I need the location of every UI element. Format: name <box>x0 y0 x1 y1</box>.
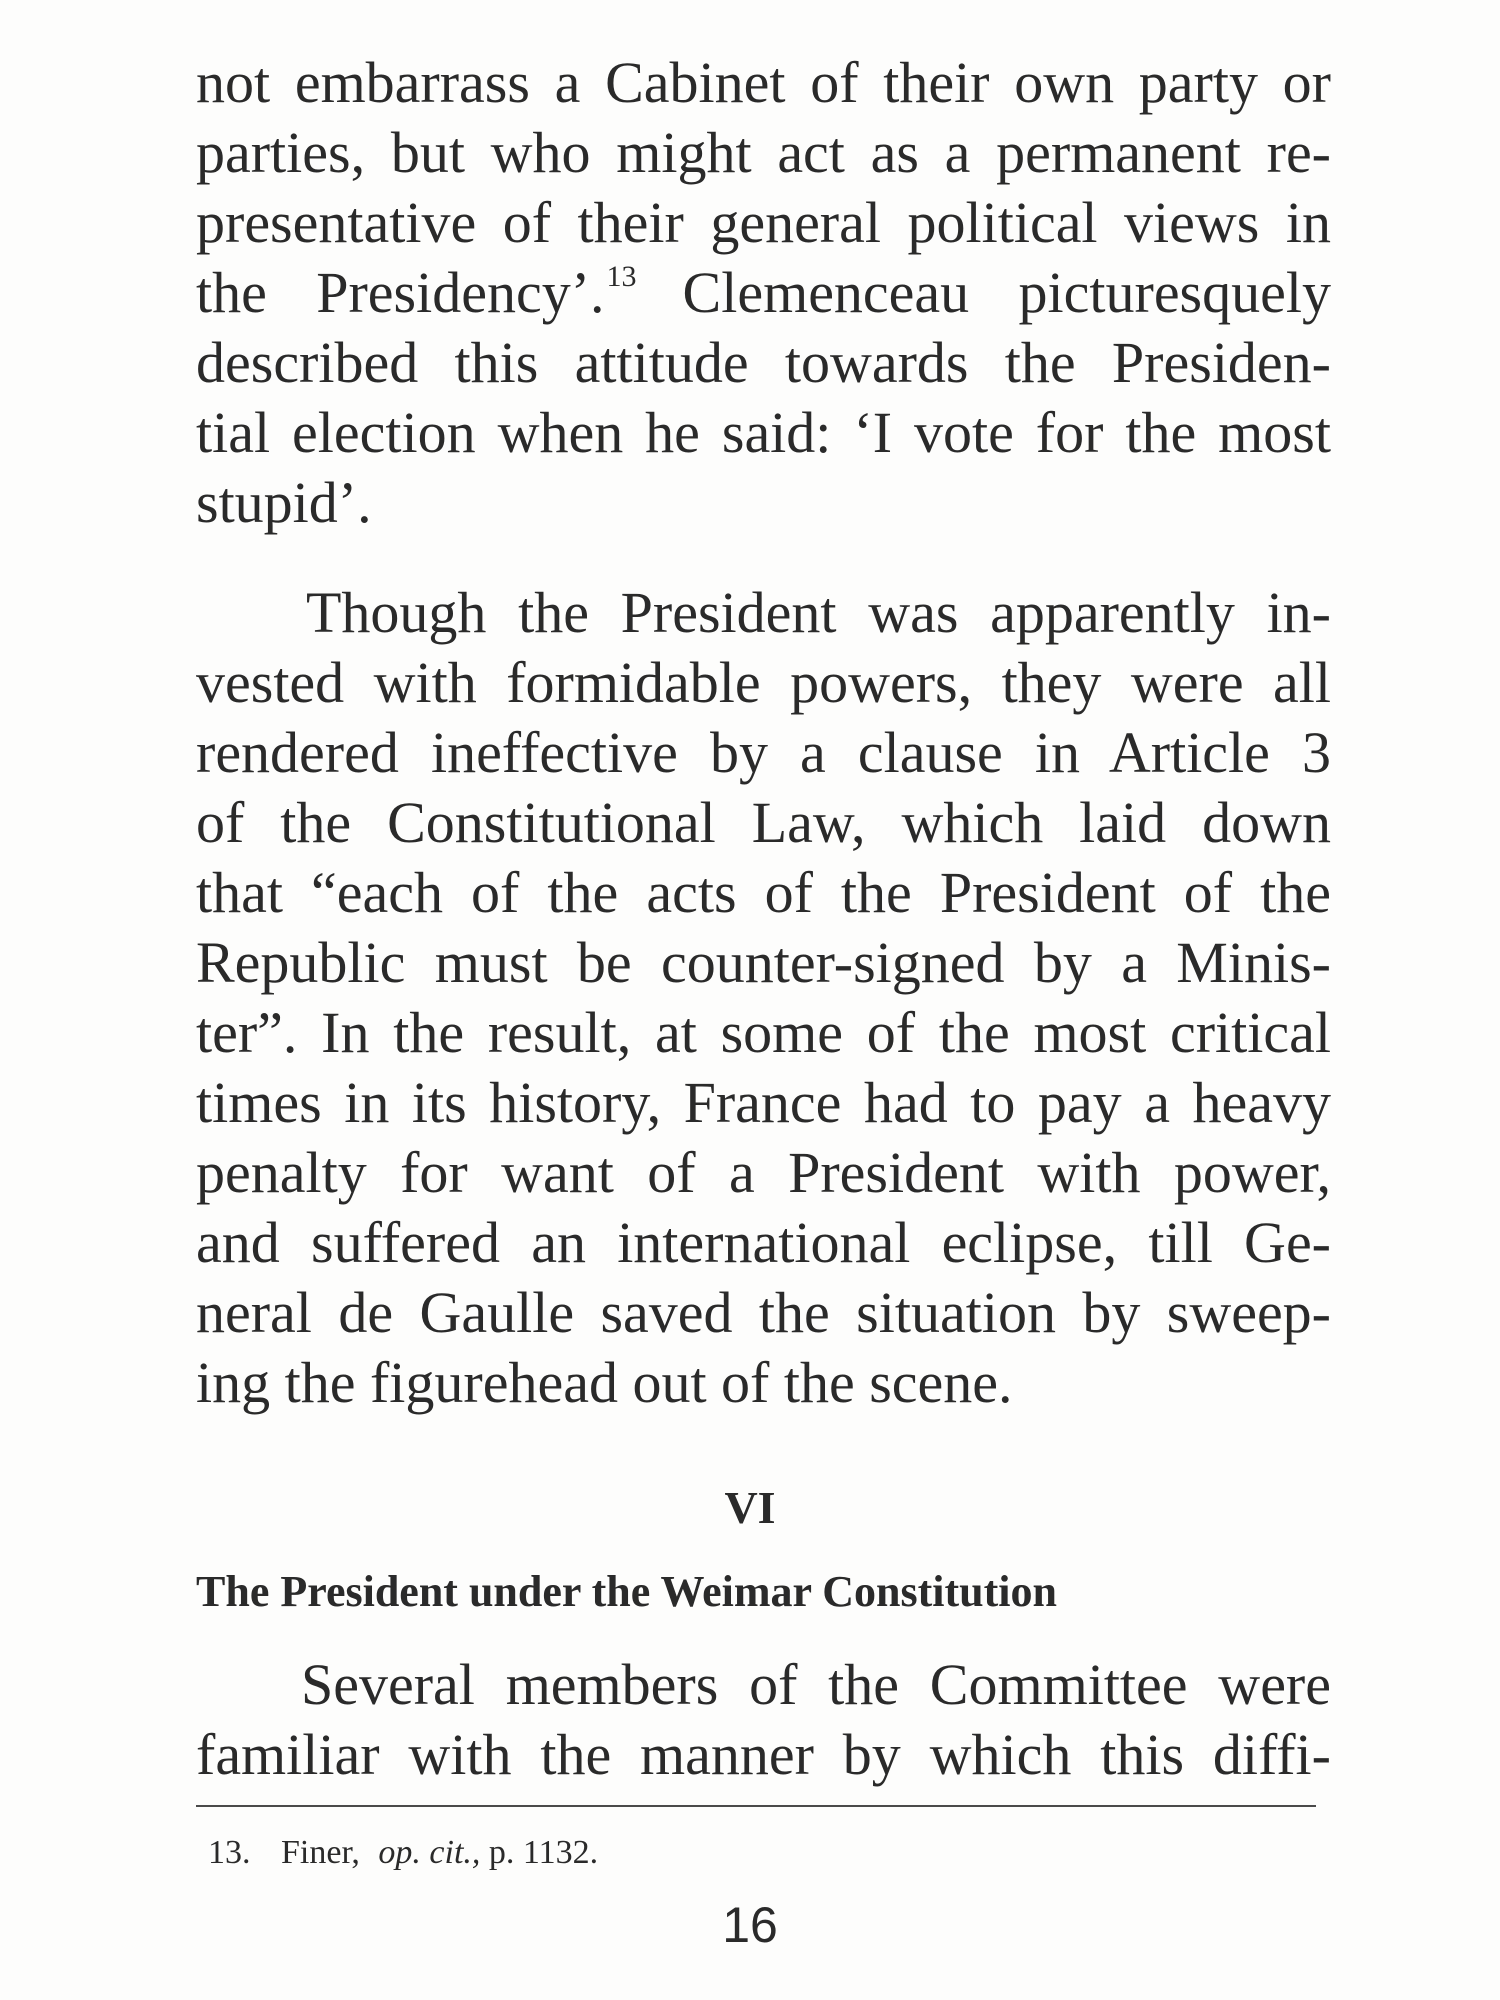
text-line: Republic must be counter-signed by a Minis- <box>196 930 1331 995</box>
footnote-citation: op. cit., <box>378 1834 481 1871</box>
text-line: described this attitude towards the Presiden- <box>196 330 1331 395</box>
text-line: not embarrass a Cabinet of their own party or <box>196 50 1331 115</box>
text-line: rendered ineffective by a clause in Article 3 <box>196 720 1331 785</box>
text-line: that “each of the acts of the President of the <box>196 860 1331 925</box>
text-line: stupid’. <box>196 470 372 535</box>
text-fragment: Clemenceau picturesquely <box>682 260 1331 325</box>
text-line: ing the figurehead out of the scene. <box>196 1350 1013 1415</box>
text-line: and suffered an international eclipse, till Ge- <box>196 1210 1331 1275</box>
text-line: penalty for want of a President with power, <box>196 1140 1331 1205</box>
text-fragment: the Presidency’. <box>196 260 605 325</box>
footnote-reference[interactable]: 13 <box>606 260 637 293</box>
footnote-divider <box>196 1805 1316 1807</box>
text-line: times in its history, France had to pay a heavy <box>196 1070 1331 1135</box>
text-line: ter”. In the result, at some of the most critical <box>196 1000 1331 1065</box>
section-numeral: VI <box>724 1482 776 1533</box>
text-line-with-footnote <box>196 258 1331 328</box>
footnote-author: Finer, <box>281 1834 360 1871</box>
text-line: neral de Gaulle saved the situation by sweep- <box>196 1280 1331 1345</box>
footnote <box>208 1830 1308 1876</box>
text-line: vested with formidable powers, they were all <box>196 650 1331 715</box>
text-line-indented: Though the President was apparently in- <box>306 580 1331 645</box>
text-line: tial election when he said: ‘I vote for the most <box>196 400 1331 465</box>
page-number: 16 <box>722 1897 778 1953</box>
footnote-number: 13. <box>208 1834 251 1871</box>
text-line-indented: Several members of the Committee were <box>301 1652 1331 1717</box>
text-line: familiar with the manner by which this diffi- <box>196 1722 1331 1787</box>
section-heading: The President under the Weimar Constitution <box>196 1567 1057 1616</box>
text-line: of the Constitutional Law, which laid down <box>196 790 1331 855</box>
footnote-page: p. 1132. <box>488 1834 599 1871</box>
text-line: presentative of their general political views in <box>196 190 1331 255</box>
text-line: parties, but who might act as a permanent re- <box>196 120 1331 185</box>
